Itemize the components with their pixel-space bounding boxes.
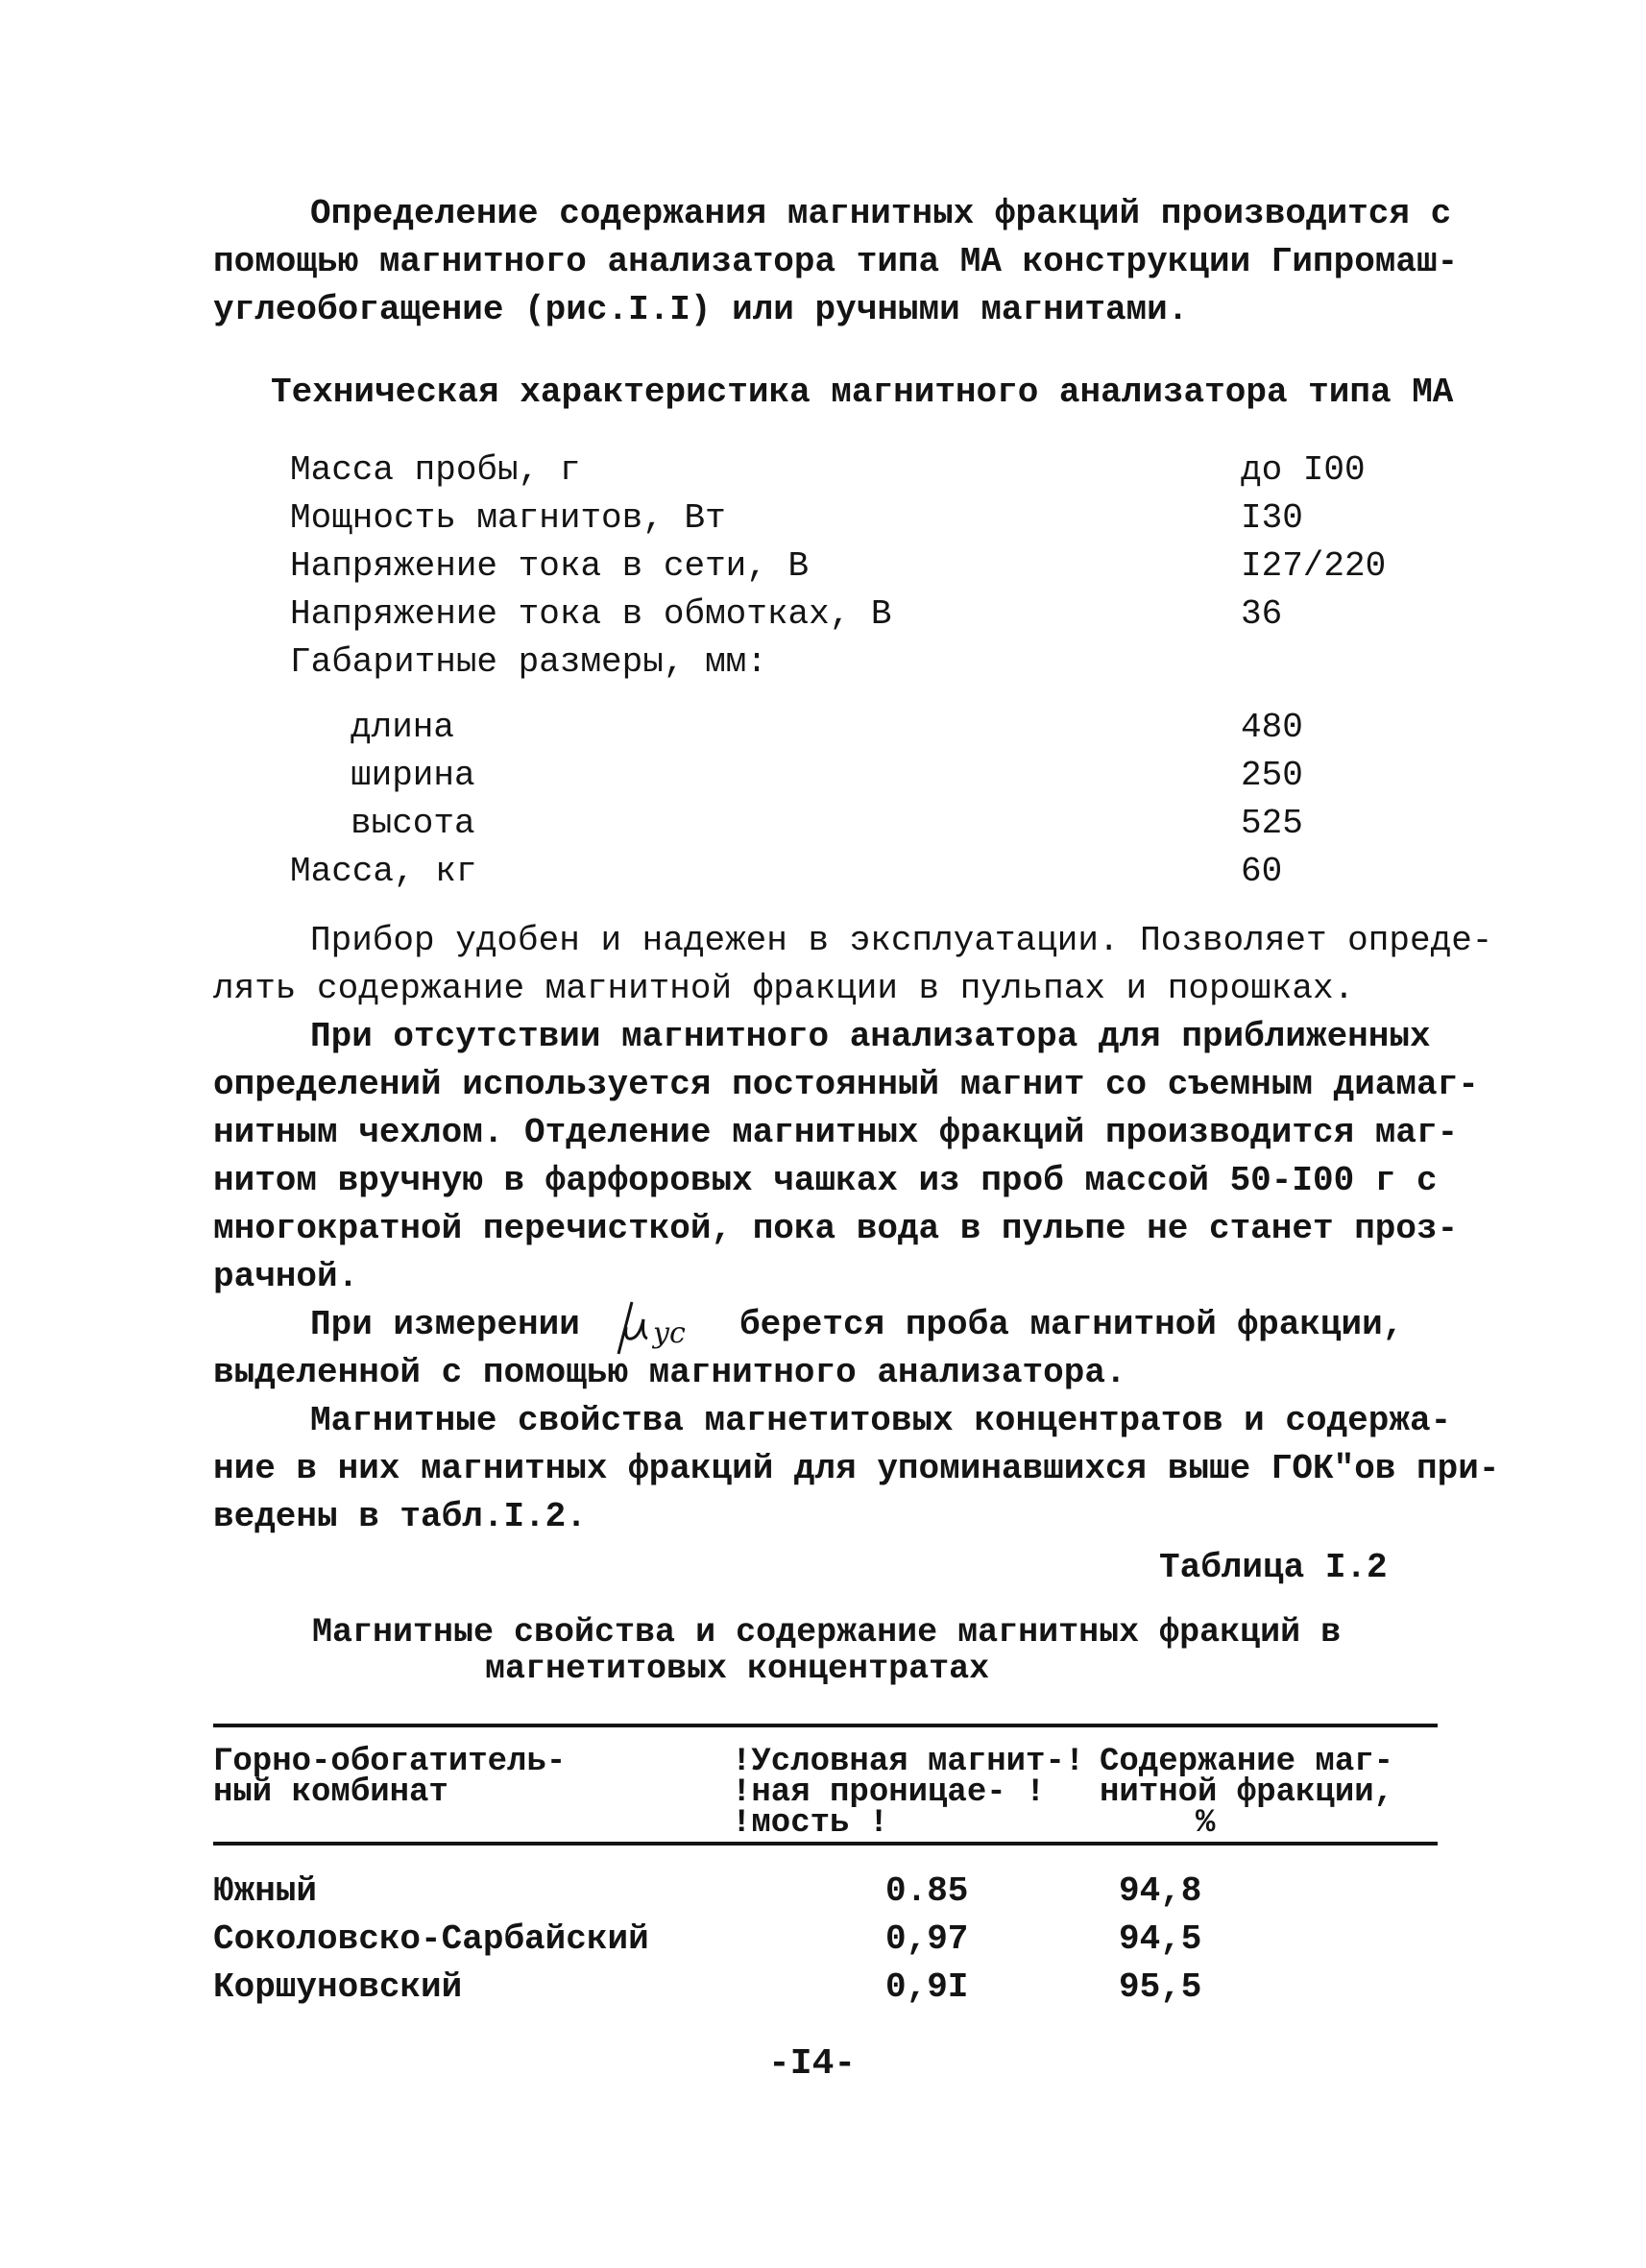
table-header-rule (213, 1842, 1438, 1846)
para2-line-4: нитом вручную в фарфоровых чашках из проб массой 50-I00 г с (213, 1161, 1438, 1200)
para4-line-3: ведены в табл.I.2. (213, 1497, 587, 1536)
header-col2-line2: !ная проницае- ! (732, 1774, 1046, 1811)
table-title-line-1: Магнитные свойства и содержание магнитных фракций в (312, 1613, 1342, 1652)
spec-label-width: ширина (351, 756, 475, 795)
para1-line-1: Прибор удобен и надежен в эксплуатации. Позволяет опреде- (310, 921, 1493, 960)
header-col2-line1: !Условная магнит-! (732, 1744, 1085, 1780)
para4-line-1: Магнитные свойства магнетитовых концентратов и содержа- (310, 1401, 1452, 1440)
row-1-name: Южный (213, 1871, 318, 1911)
para2-line-6: рачной. (213, 1257, 359, 1296)
spec-label-height: высота (351, 804, 475, 843)
spec-value-sample-mass: до I00 (1241, 450, 1366, 490)
row-1-content: 94,8 (1119, 1871, 1202, 1911)
para1-line-2: лять содержание магнитной фракции в пульпах и порошках. (213, 969, 1355, 1008)
spec-label-dimensions: Габаритные размеры, мм: (290, 642, 767, 682)
spec-label-magnet-power: Мощность магнитов, Вт (290, 498, 726, 538)
intro-line-3: углеобогащение (рис.I.I) или ручными магнитами. (213, 290, 1189, 329)
para2-line-2: определений используется постоянный магнит со съемным диамаг- (213, 1065, 1479, 1104)
intro-line-2: помощью магнитного анализатора типа МА конструкции Гипромаш- (213, 242, 1459, 281)
para2-line-5: многократной перечисткой, пока вода в пульпе не станет проз- (213, 1209, 1459, 1248)
row-2-content: 94,5 (1119, 1919, 1202, 1959)
para4-line-2: ние в них магнитных фракций для упоминавшихся выше ГОК"ов при- (213, 1449, 1500, 1488)
para2-line-3: нитным чехлом. Отделение магнитных фракций производится маг- (213, 1113, 1459, 1152)
table-label: Таблица I.2 (1159, 1548, 1388, 1587)
table-top-rule (213, 1724, 1438, 1727)
header-col1-line2: ный комбинат (213, 1774, 448, 1811)
spec-label-device-mass: Масса, кг (290, 852, 477, 891)
spec-value-mains-voltage: I27/220 (1241, 546, 1387, 586)
para3-text-after: берется проба магнитной фракции, (739, 1305, 1404, 1344)
mu-yc-symbol-icon (611, 1298, 697, 1356)
spec-label-sample-mass: Масса пробы, г (290, 450, 581, 490)
spec-label-length: длина (351, 708, 455, 747)
spec-value-magnet-power: I30 (1241, 498, 1303, 538)
spec-value-device-mass: 60 (1241, 852, 1283, 891)
spec-value-coil-voltage: 36 (1241, 594, 1283, 634)
header-col3-line2: нитной фракции, (1100, 1774, 1394, 1811)
svg-text:yc: yc (653, 1316, 686, 1350)
row-3-permeability: 0,9I (885, 1967, 969, 2007)
header-col3-line3: % (1196, 1805, 1216, 1842)
spec-value-width: 250 (1241, 756, 1303, 795)
spec-heading: Техническая характеристика магнитного анализатора типа МА (271, 373, 1454, 412)
spec-label-mains-voltage: Напряжение тока в сети, В (290, 546, 810, 586)
header-col3-line1: Содержание маг- (1100, 1744, 1394, 1780)
header-col2-line3: !мость ! (732, 1805, 889, 1842)
row-2-permeability: 0,97 (885, 1919, 969, 1959)
para3-line-2: выделенной с помощью магнитного анализатора. (213, 1353, 1126, 1392)
header-col1-line1: Горно-обогатитель- (213, 1744, 567, 1780)
spec-label-coil-voltage: Напряжение тока в обмотках, В (290, 594, 892, 634)
row-3-name: Коршуновский (213, 1967, 463, 2007)
row-1-permeability: 0.85 (885, 1871, 969, 1911)
row-3-content: 95,5 (1119, 1967, 1202, 2007)
page-number: -I4- (768, 2043, 857, 2085)
spec-value-height: 525 (1241, 804, 1303, 843)
para3-text-before: При измерении (310, 1305, 580, 1344)
row-2-name: Соколовско-Сарбайский (213, 1919, 649, 1959)
intro-line-1: Определение содержания магнитных фракций производится с (310, 194, 1452, 233)
table-title-line-2: магнетитовых концентратах (485, 1650, 990, 1688)
spec-value-length: 480 (1241, 708, 1303, 747)
para2-line-1: При отсутствии магнитного анализатора для приближенных (310, 1017, 1431, 1056)
